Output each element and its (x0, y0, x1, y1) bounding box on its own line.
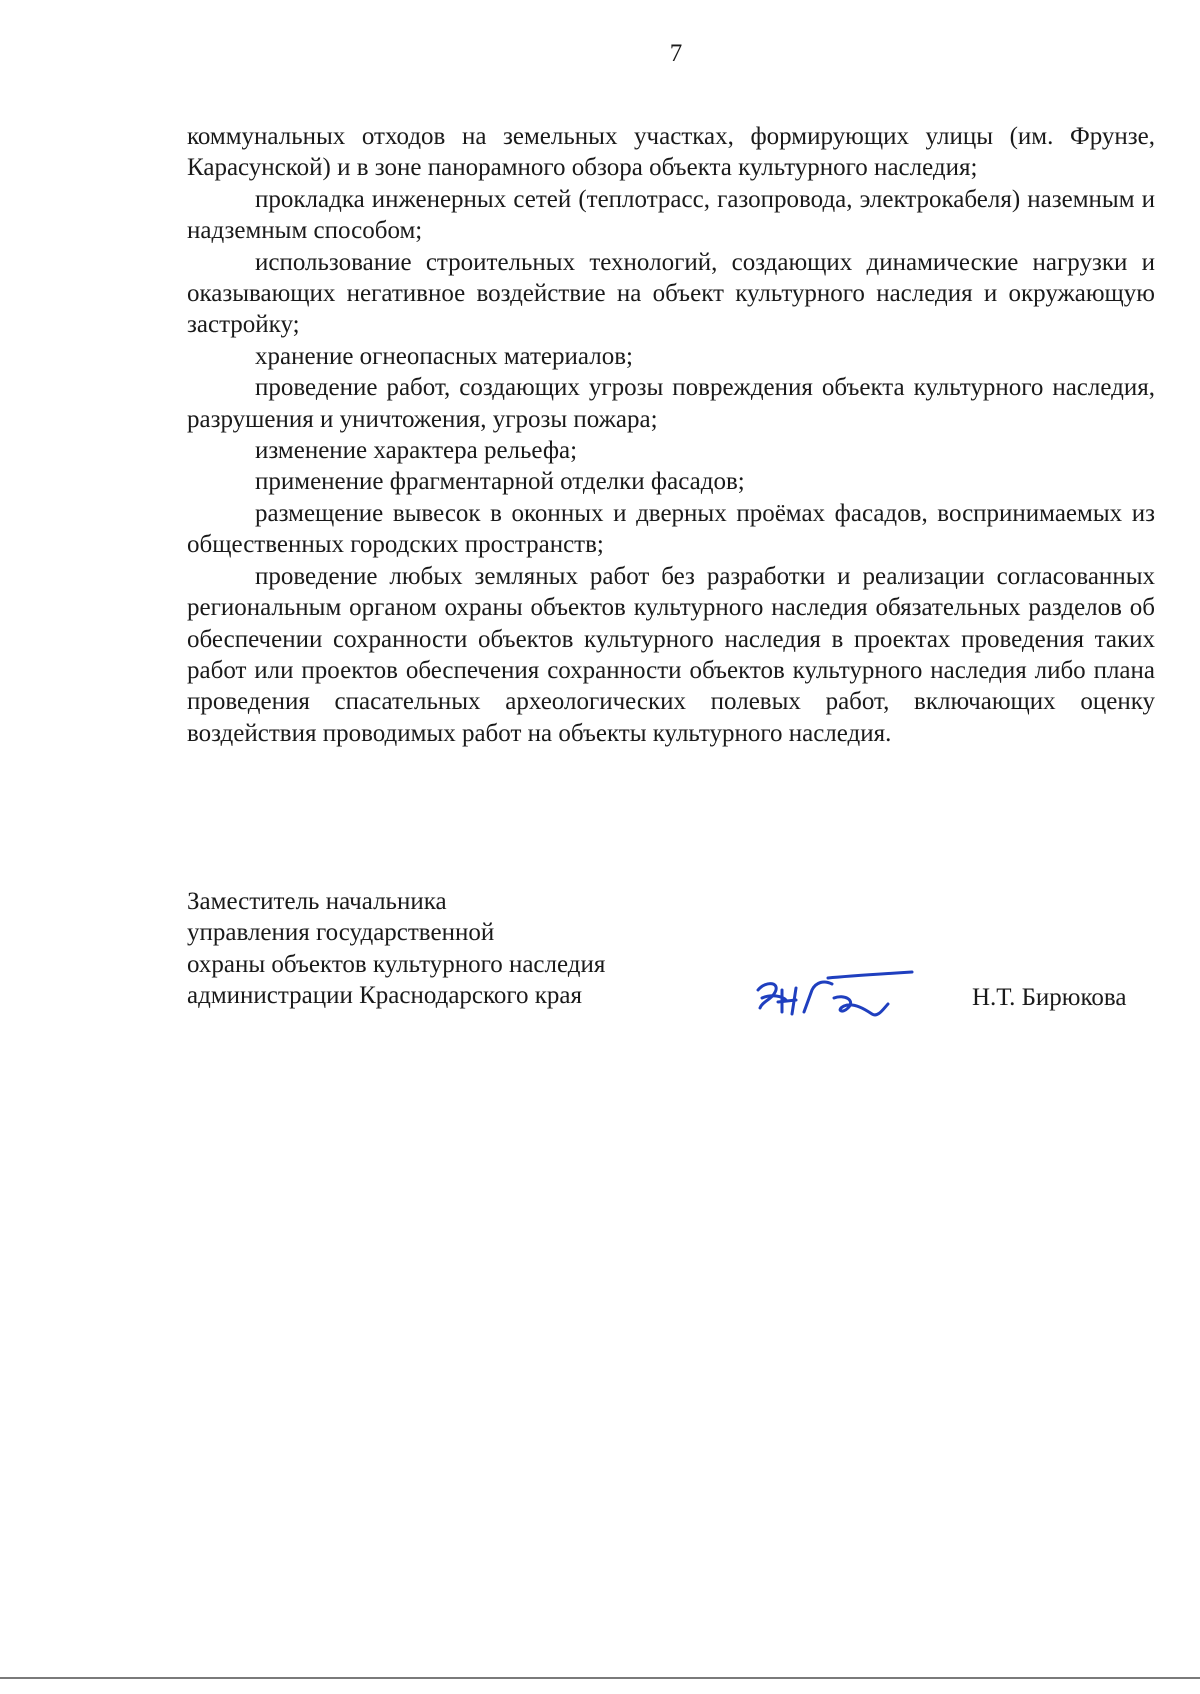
position-line: администрации Краснодарского края (187, 982, 583, 1010)
document-body (187, 121, 1155, 749)
page-number: 7 (669, 40, 683, 67)
body-paragraph: хранение огнеопасных материалов; (255, 342, 633, 370)
body-paragraph: применение фрагментарной отделки фасадов; (255, 468, 745, 496)
body-paragraph: размещение вывесок в оконных и дверных проёмах фасадов, воспринимаемых из общественных городских пространств; (187, 499, 1155, 559)
position-line: управления государственной (187, 919, 495, 947)
body-paragraph: проведение любых земляных работ без разработки и реализации согласованных региональным органом охраны объектов культурного наследия обязательных разделов об обеспечении сохранности объектов культурного наследия в проектах проведения таких работ или проектов обеспечения сохранности объектов культурного наследия либо плана проведения спасательных археологических полевых работ, включающих оценку воздействия проводимых работ на объекты культурного наследия. (187, 562, 1155, 747)
handwritten-signature (752, 968, 922, 1030)
page-bottom-edge (0, 1677, 1200, 1679)
position-line: охраны объектов культурного наследия (187, 950, 606, 978)
body-paragraph: проведение работ, создающих угрозы повреждения объекта культурного наследия, разрушения и уничтожения, угрозы пожара; (187, 374, 1155, 433)
body-paragraph: использование строительных технологий, создающих динамические нагрузки и оказывающих негативное воздействие на объект культурного наследия и окружающую застройку; (187, 248, 1155, 339)
signatory-position (187, 886, 605, 1012)
body-paragraph: коммунальных отходов на земельных участках, формирующих улицы (им. Фрунзе, Карасунской) и в зоне панорамного обзора объекта культурного наследия; (187, 123, 1155, 182)
position-line: Заместитель начальника (187, 888, 447, 915)
signer-name: Н.Т. Бирюкова (972, 984, 1127, 1011)
body-paragraph: прокладка инженерных сетей (теплотрасс, газопровода, электрокабеля) наземным и надземным способом; (187, 185, 1155, 245)
body-paragraph: изменение характера рельефа; (255, 437, 578, 465)
